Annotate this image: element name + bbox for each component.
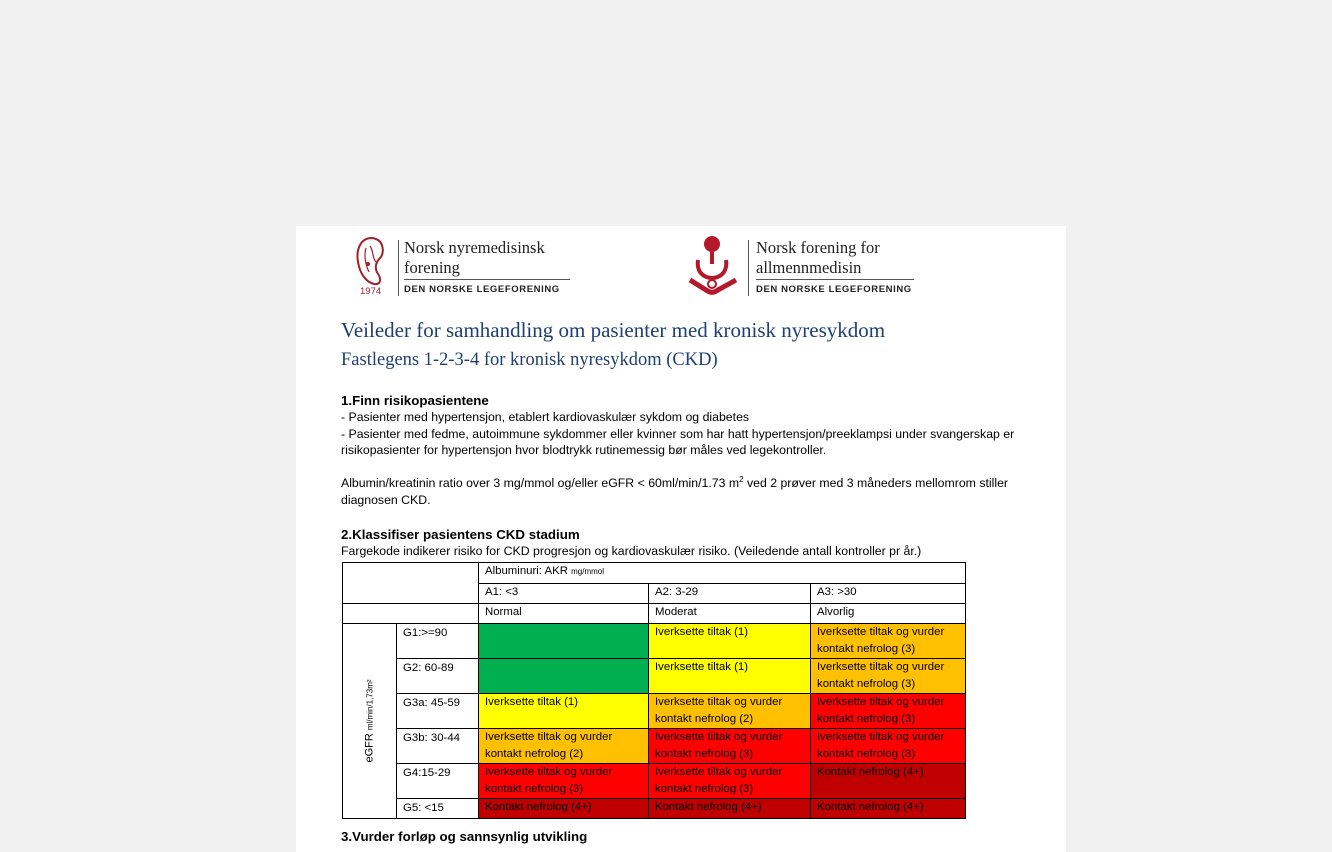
ckd-diagnosis-sup: 2 [739, 474, 744, 484]
logo-year: 1974 [360, 286, 382, 297]
logo-name-line2: allmennmedisin [756, 258, 862, 277]
logo-rule [756, 279, 914, 280]
risk-cell [479, 624, 649, 659]
stethoscope-logo-icon [686, 234, 742, 298]
logo-norsk-nyremedisinsk-forening [352, 234, 572, 300]
logo-name-line1: Norsk nyremedisinsk [404, 238, 545, 257]
logo-rule [404, 279, 570, 280]
document-page [296, 226, 1066, 852]
risk-cell: Iverksette tiltak og vurder kontakt nefrolog (3) [649, 729, 811, 764]
stage-label: G4:15-29 [397, 764, 479, 799]
risk-cell: Iverksette tiltak og vurder kontakt nefrolog (2) [649, 694, 811, 729]
column-desc: Alvorlig [811, 604, 966, 624]
egfr-label-cell [343, 624, 397, 819]
risk-cell: Iverksette tiltak (1) [479, 694, 649, 729]
risk-cell: Iverksette tiltak og vurder kontakt nefrolog (3) [649, 764, 811, 799]
risk-cell: Iverksette tiltak (1) [649, 659, 811, 694]
risk-cell: Iverksette tiltak og vurder kontakt nefrolog (3) [811, 624, 966, 659]
risk-cell: Iverksette tiltak og vurder kontakt nefrolog (3) [811, 729, 966, 764]
column-desc: Normal [479, 604, 649, 624]
logo-name-line1: Norsk forening for [756, 238, 880, 257]
ckd-diagnosis-text-b: ved 2 prøver med 3 måneders mellomrom stiller [743, 476, 1009, 490]
stage-label: G3a: 45-59 [397, 694, 479, 729]
stage-label: G5: <15 [397, 799, 479, 819]
stage-label: G2: 60-89 [397, 659, 479, 694]
egfr-axis-label: eGFR ml/min/1,73m² [363, 679, 375, 763]
table-row [343, 659, 966, 694]
table-corner-lower [343, 604, 479, 624]
logo-divider [748, 240, 749, 296]
stage-label: G3b: 30-44 [397, 729, 479, 764]
document-title: Veileder for samhandling om pasienter med kronisk nyresykdom [341, 318, 886, 342]
logo-name-line2: forening [404, 258, 460, 277]
risk-cell: Iverksette tiltak og vurder kontakt nefrolog (3) [811, 694, 966, 729]
table-row [343, 694, 966, 729]
section-3-heading: 3.Vurder forløp og sannsynlig utvikling [341, 829, 588, 844]
table-row [343, 729, 966, 764]
logo-subtitle: DEN NORSKE LEGEFORENING [404, 284, 560, 295]
section-1-line: - Pasienter med hypertensjon, etablert kardiovaskulær sykdom og diabetes [341, 410, 750, 424]
section-2-intro: Fargekode indikerer risiko for CKD progresjon og kardiovaskulær risiko. (Veiledende antall kontroller pr år.) [341, 544, 922, 558]
ckd-diagnosis-text-a: Albumin/kreatinin ratio over 3 mg/mmol og/eller eGFR < 60ml/min/1.73 m [341, 476, 740, 490]
risk-cell: Iverksette tiltak og vurder kontakt nefrolog (3) [479, 764, 649, 799]
table-row [343, 799, 966, 819]
section-1-line: risikopasienter for hypertensjon hvor blodtrykk rutinemessig bør måles ved legekontroller. [341, 443, 827, 457]
ckd-risk-table [342, 562, 966, 819]
section-1-heading: 1.Finn risikopasientene [341, 393, 489, 408]
section-1-line: - Pasienter med fedme, autoimmune sykdommer eller kvinner som har hatt hypertensjon/preeklampsi under svangerskap er [341, 426, 1015, 441]
stage-label: G1:>=90 [397, 624, 479, 659]
albuminuri-header: Albuminuri: AKR mg/mmol [479, 563, 966, 584]
table-corner [343, 563, 479, 604]
risk-cell: Kontakt nefrolog (4+) [479, 799, 649, 819]
column-code: A1: <3 [479, 584, 649, 604]
logo-divider [398, 240, 399, 296]
logo-norsk-forening-for-allmennmedisin [686, 234, 926, 300]
column-desc: Moderat [649, 604, 811, 624]
risk-cell: Kontakt nefrolog (4+) [811, 799, 966, 819]
section-2 [341, 526, 1041, 560]
risk-cell: Kontakt nefrolog (4+) [649, 799, 811, 819]
ckd-diagnosis-paragraph [341, 475, 1041, 492]
risk-cell: Kontakt nefrolog (4+) [811, 764, 966, 799]
risk-cell: Iverksette tiltak (1) [649, 624, 811, 659]
section-1 [341, 392, 1041, 508]
logo-subtitle: DEN NORSKE LEGEFORENING [756, 284, 912, 295]
section-2-heading: 2.Klassifiser pasientens CKD stadium [341, 527, 580, 542]
column-code: A3: >30 [811, 584, 966, 604]
risk-cell: Iverksette tiltak og vurder kontakt nefrolog (2) [479, 729, 649, 764]
table-row [343, 764, 966, 799]
ckd-diagnosis-text-c: diagnosen CKD. [341, 492, 431, 507]
risk-cell: Iverksette tiltak og vurder kontakt nefrolog (3) [811, 659, 966, 694]
column-code: A2: 3-29 [649, 584, 811, 604]
risk-cell [479, 659, 649, 694]
table-row [343, 624, 966, 659]
document-subtitle: Fastlegens 1-2-3-4 for kronisk nyresykdom (CKD) [341, 350, 718, 370]
